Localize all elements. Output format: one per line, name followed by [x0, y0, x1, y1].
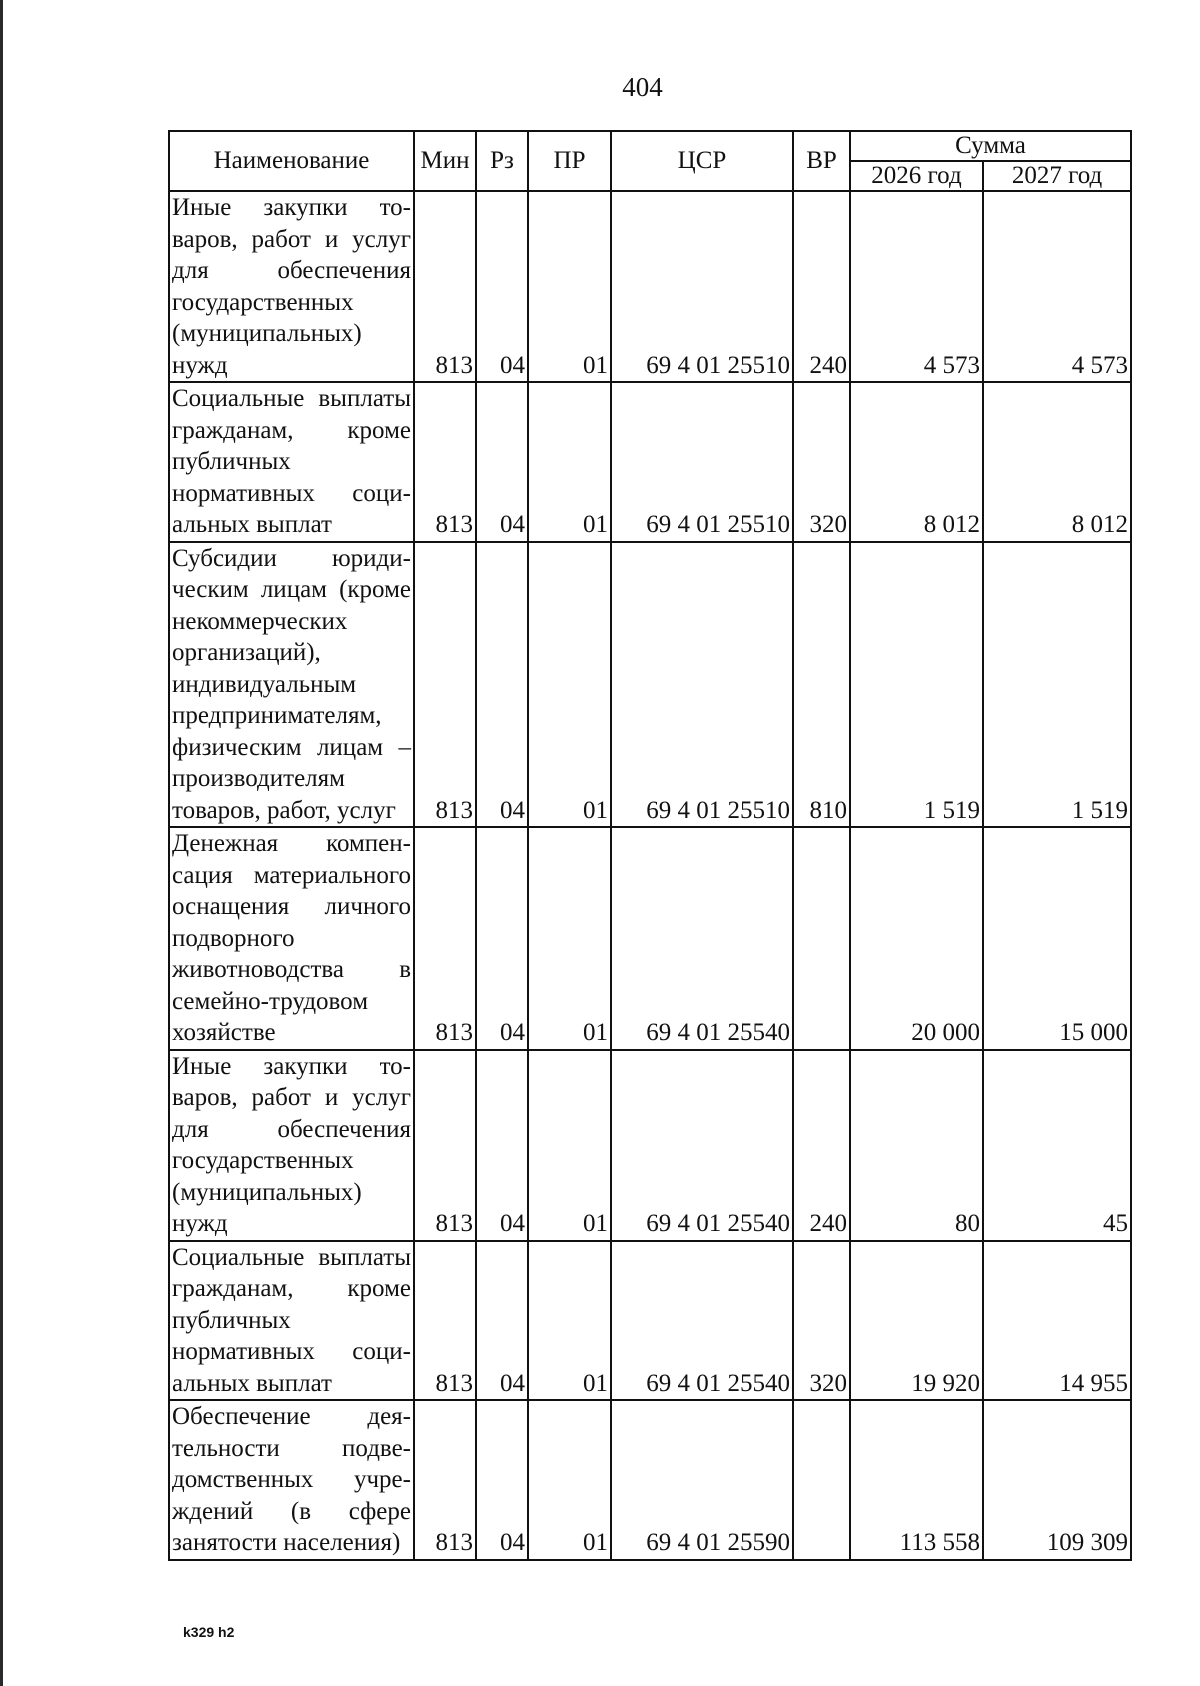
cell-vr: 320 — [793, 1241, 850, 1401]
cell-sum-2027: 15 000 — [983, 827, 1131, 1050]
cell-sum-2027: 8 012 — [983, 382, 1131, 542]
cell-sum-2026: 20 000 — [850, 827, 983, 1050]
cell-min: 813 — [414, 1241, 476, 1401]
cell-name: Иные закупки товаров, работ и услуг для обеспечения государственных (муниципальных) нужд — [169, 191, 414, 382]
cell-csr: 69 4 01 25510 — [611, 542, 793, 828]
cell-sum-2027: 4 573 — [983, 191, 1131, 382]
header-sum: Сумма — [850, 131, 1131, 161]
table-header — [169, 131, 1131, 191]
cell-sum-2026: 1 519 — [850, 542, 983, 828]
cell-sum-2026: 8 012 — [850, 382, 983, 542]
header-year-2026: 2026 год — [850, 161, 983, 191]
cell-vr: 240 — [793, 1050, 850, 1241]
cell-rz: 04 — [476, 1241, 528, 1401]
header-pr: ПР — [528, 131, 611, 191]
table-row — [169, 1241, 1131, 1401]
cell-name: Социальные выплаты гражданам, кроме публичных нормативных социальных выплат — [169, 1241, 414, 1401]
cell-name: Социальные выплаты гражданам, кроме публичных нормативных социальных выплат — [169, 382, 414, 542]
cell-sum-2027: 45 — [983, 1050, 1131, 1241]
cell-csr: 69 4 01 25540 — [611, 1050, 793, 1241]
header-min: Мин — [414, 131, 476, 191]
cell-name: Денежная компенсация материального оснащения личного подворного животноводства в семейно-трудовом хозяйстве — [169, 827, 414, 1050]
table-row — [169, 1050, 1131, 1241]
table-row — [169, 1400, 1131, 1560]
cell-pr: 01 — [528, 1400, 611, 1560]
cell-csr: 69 4 01 25540 — [611, 827, 793, 1050]
cell-min: 813 — [414, 1050, 476, 1241]
cell-pr: 01 — [528, 542, 611, 828]
table-body — [169, 191, 1131, 1560]
cell-min: 813 — [414, 827, 476, 1050]
table-row — [169, 542, 1131, 828]
cell-rz: 04 — [476, 1400, 528, 1560]
cell-sum-2026: 113 558 — [850, 1400, 983, 1560]
table-row — [169, 827, 1131, 1050]
cell-pr: 01 — [528, 1241, 611, 1401]
cell-rz: 04 — [476, 542, 528, 828]
page-number: 404 — [622, 72, 663, 102]
cell-pr: 01 — [528, 382, 611, 542]
cell-pr: 01 — [528, 191, 611, 382]
cell-name: Обеспечение деятельности подведомственных учреждений (в сфере занятости населения) — [169, 1400, 414, 1560]
cell-name: Субсидии юридическим лицам (кроме некоммерческих организаций), индивидуальным предпринимателям, физическим лицам – производителям товаров, работ, услуг — [169, 542, 414, 828]
cell-sum-2027: 14 955 — [983, 1241, 1131, 1401]
cell-vr — [793, 827, 850, 1050]
cell-rz: 04 — [476, 382, 528, 542]
cell-sum-2026: 19 920 — [850, 1241, 983, 1401]
header-year-2027: 2027 год — [983, 161, 1131, 191]
cell-csr: 69 4 01 25590 — [611, 1400, 793, 1560]
table-row — [169, 191, 1131, 382]
cell-min: 813 — [414, 191, 476, 382]
cell-sum-2027: 109 309 — [983, 1400, 1131, 1560]
cell-rz: 04 — [476, 1050, 528, 1241]
cell-sum-2026: 4 573 — [850, 191, 983, 382]
cell-min: 813 — [414, 1400, 476, 1560]
cell-name: Иные закупки товаров, работ и услуг для обеспечения государственных (муниципальных) нужд — [169, 1050, 414, 1241]
cell-csr: 69 4 01 25510 — [611, 191, 793, 382]
cell-vr: 320 — [793, 382, 850, 542]
footer-code: k329 h2 — [183, 1624, 235, 1640]
cell-min: 813 — [414, 542, 476, 828]
cell-vr: 240 — [793, 191, 850, 382]
cell-csr: 69 4 01 25510 — [611, 382, 793, 542]
cell-csr: 69 4 01 25540 — [611, 1241, 793, 1401]
header-vr: ВР — [793, 131, 850, 191]
header-name: Наименование — [169, 131, 414, 191]
scan-left-edge — [0, 0, 3, 1686]
cell-pr: 01 — [528, 827, 611, 1050]
budget-table — [168, 130, 1132, 1561]
cell-vr — [793, 1400, 850, 1560]
cell-sum-2026: 80 — [850, 1050, 983, 1241]
cell-rz: 04 — [476, 827, 528, 1050]
cell-min: 813 — [414, 382, 476, 542]
header-csr: ЦСР — [611, 131, 793, 191]
cell-rz: 04 — [476, 191, 528, 382]
table-row — [169, 382, 1131, 542]
header-rz: Рз — [476, 131, 528, 191]
cell-pr: 01 — [528, 1050, 611, 1241]
cell-sum-2027: 1 519 — [983, 542, 1131, 828]
cell-vr: 810 — [793, 542, 850, 828]
